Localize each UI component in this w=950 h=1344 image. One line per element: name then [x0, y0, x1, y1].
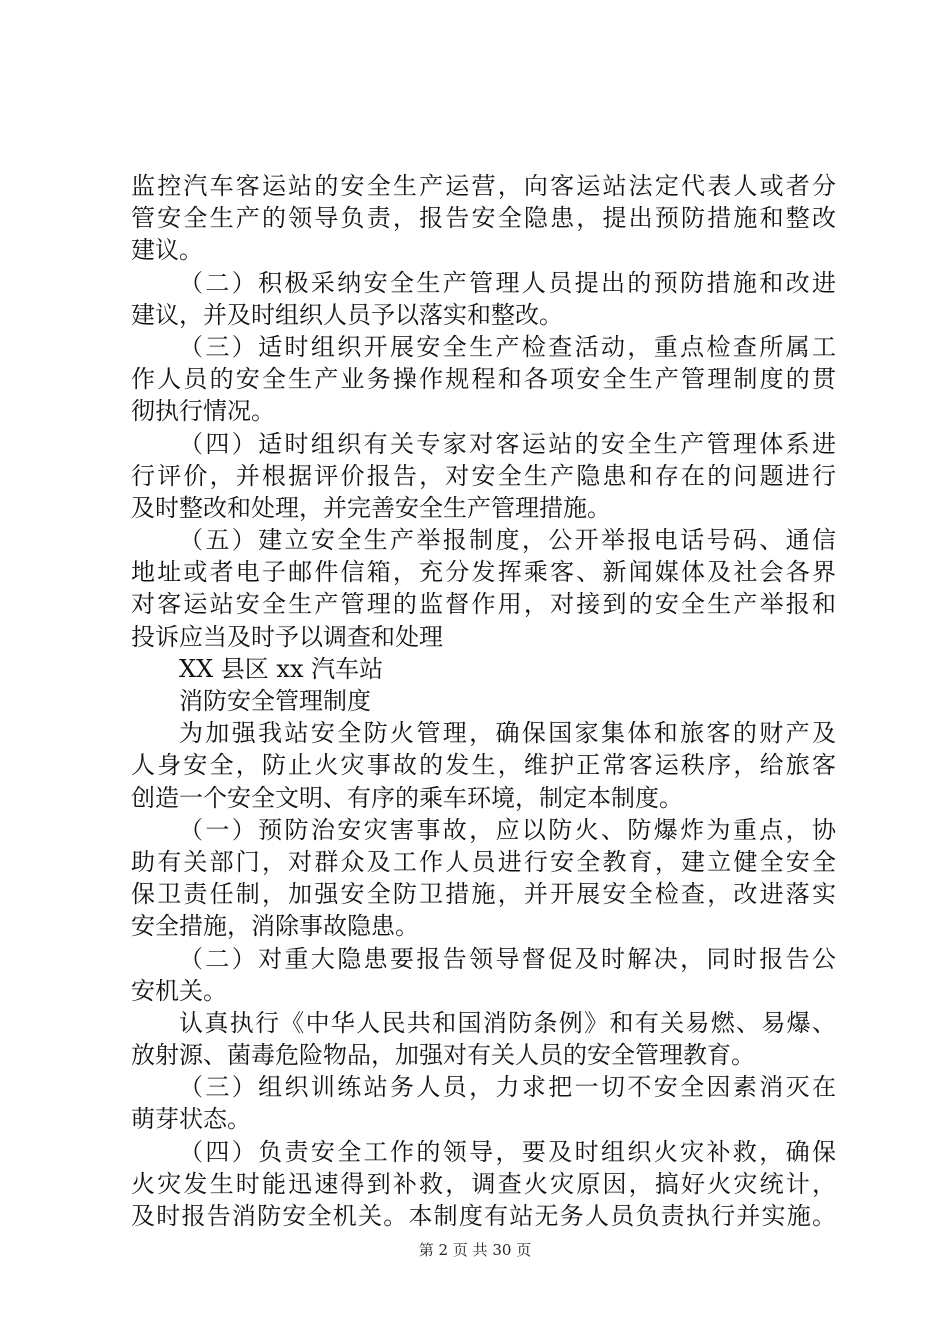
station-name: XX 县区 xx 汽车站	[179, 654, 384, 683]
text-line: 萌芽状态。	[131, 1105, 251, 1134]
text-line: 建议，并及时组织人员予以落实和整改。	[131, 300, 563, 329]
text-line: （三）组织训练站务人员，力求把一切不安全因素消灭在	[179, 1073, 836, 1102]
text-line: （四）负责安全工作的领导，要及时组织火灾补救，确保	[179, 1137, 836, 1166]
text-line: 地址或者电子邮件信箱，充分发挥乘客、新闻媒体及社会各界	[131, 558, 836, 587]
text-line: 人身安全，防止火灾事故的发生，维护正常客运秩序，给旅客	[131, 751, 836, 780]
text-line: （四）适时组织有关专家对客运站的安全生产管理体系进	[179, 429, 836, 458]
section-heading: 消防安全管理制度	[179, 687, 371, 715]
text-line: 火灾发生时能迅速得到补救，调查火灾原因，搞好火灾统计，	[131, 1169, 836, 1198]
text-line: 行评价，并根据评价报告，对安全生产隐患和存在的问题进行	[131, 461, 836, 490]
text-line: 放射源、菌毒危险物品，加强对有关人员的安全管理教育。	[131, 1041, 755, 1070]
text-line: 认真执行《中华人民共和国消防条例》和有关易燃、易爆、	[179, 1008, 836, 1037]
text-line: 彻执行情况。	[131, 397, 275, 426]
text-line: （三）适时组织开展安全生产检查活动，重点检查所属工	[179, 332, 836, 361]
text-line: （二）对重大隐患要报告领导督促及时解决，同时报告公	[179, 944, 836, 973]
page-number-footer: 第 2 页 共 30 页	[418, 1241, 532, 1259]
text-line: 安全措施，消除事故隐患。	[131, 912, 419, 941]
text-line: 监控汽车客运站的安全生产运营，向客运站法定代表人或者分	[131, 172, 836, 200]
text-line: 及时整改和处理，并完善安全生产管理措施。	[131, 493, 611, 522]
text-line: 为加强我站安全防火管理，确保国家集体和旅客的财产及	[179, 719, 836, 748]
text-line: 创造一个安全文明、有序的乘车环境，制定本制度。	[131, 783, 683, 812]
text-line: 助有关部门，对群众及工作人员进行安全教育，建立健全安全	[131, 847, 836, 876]
text-line: 及时报告消防安全机关。本制度有站无务人员负责执行并实施。	[131, 1202, 836, 1230]
text-line: 投诉应当及时予以调查和处理	[131, 622, 443, 651]
text-line: （五）建立安全生产举报制度，公开举报电话号码、通信	[179, 526, 836, 555]
document-body	[131, 170, 836, 1232]
text-line: 建议。	[131, 236, 203, 265]
text-line: （一）预防治安灾害事故，应以防火、防爆炸为重点，协	[179, 815, 836, 844]
text-line: 管安全生产的领导负责，报告安全隐患，提出预防措施和整改	[131, 204, 836, 233]
text-line: （二）积极采纳安全生产管理人员提出的预防措施和改进	[179, 268, 836, 297]
text-line: 对客运站安全生产管理的监督作用，对接到的安全生产举报和	[131, 590, 836, 619]
text-line: 保卫责任制，加强安全防卫措施，并开展安全检查，改进落实	[131, 880, 836, 909]
text-line: 作人员的安全生产业务操作规程和各项安全生产管理制度的贯	[131, 365, 836, 394]
text-line: 安机关。	[131, 976, 227, 1005]
